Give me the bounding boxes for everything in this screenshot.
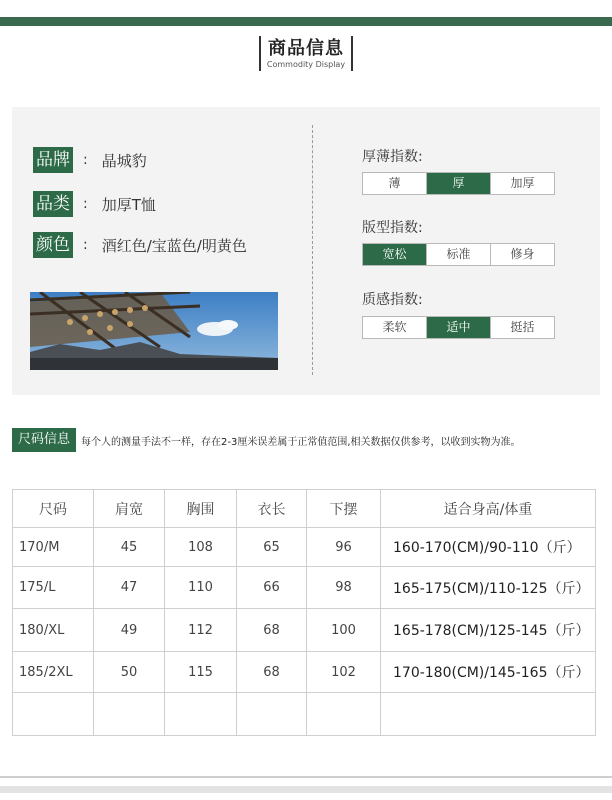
cell-fit: 170-180(CM)/145-165（斤）	[381, 652, 596, 693]
fit-index-label: 版型指数:	[362, 220, 423, 236]
page-subtitle: Commodity Display	[266, 60, 346, 69]
colon: :	[83, 237, 88, 253]
texture-option-stiff: 挺括	[490, 317, 554, 338]
table-row	[13, 567, 596, 609]
color-value: 酒红色/宝蓝色/明黄色	[101, 236, 247, 255]
header-fit: 适合身高/体重	[381, 490, 596, 528]
empty-cell	[165, 693, 237, 736]
empty-cell	[381, 693, 596, 736]
section-header	[0, 36, 612, 71]
header-chest: 胸围	[165, 490, 237, 528]
texture-index-label: 质感指数:	[362, 292, 423, 308]
thickness-option-extra-thick: 加厚	[490, 173, 554, 194]
top-accent-bar	[0, 17, 612, 26]
cell-shoulder: 50	[94, 652, 165, 693]
fit-option-loose: 宽松	[363, 244, 426, 265]
texture-index-scale	[362, 316, 555, 339]
size-table	[12, 489, 596, 736]
header-title-box	[259, 36, 353, 71]
colon: :	[83, 196, 88, 212]
empty-cell	[237, 693, 307, 736]
cell-size: 180/XL	[13, 609, 94, 652]
table-row	[13, 609, 596, 652]
fit-index-scale	[362, 243, 555, 266]
brand-value: 晶城豹	[101, 151, 147, 170]
bottom-divider	[0, 776, 612, 778]
thickness-option-thick: 厚	[426, 173, 490, 194]
color-label: 颜色	[33, 232, 73, 258]
header-hem: 下摆	[307, 490, 381, 528]
cell-length: 66	[237, 567, 307, 609]
cell-length: 68	[237, 609, 307, 652]
category-label: 品类	[33, 191, 73, 217]
fit-option-standard: 标准	[426, 244, 490, 265]
product-photo	[30, 292, 278, 370]
cell-hem: 96	[307, 528, 381, 567]
empty-cell	[94, 693, 165, 736]
cell-length: 68	[237, 652, 307, 693]
product-info-panel	[12, 107, 600, 395]
cell-chest: 112	[165, 609, 237, 652]
empty-cell	[307, 693, 381, 736]
bottom-band	[0, 786, 612, 793]
texture-option-soft: 柔软	[382, 320, 407, 334]
table-row-empty	[13, 693, 596, 736]
texture-option-medium: 适中	[426, 317, 490, 338]
cell-length: 65	[237, 528, 307, 567]
table-header-row	[13, 490, 596, 528]
table-row	[13, 528, 596, 567]
thickness-index-label: 厚薄指数:	[362, 149, 423, 165]
brand-label: 品牌	[33, 147, 73, 173]
color-row	[33, 232, 247, 258]
header-shoulder: 肩宽	[94, 490, 165, 528]
cell-fit: 165-175(CM)/110-125（斤）	[381, 567, 596, 609]
cell-shoulder: 45	[94, 528, 165, 567]
colon: :	[83, 152, 88, 168]
cell-shoulder: 47	[94, 567, 165, 609]
thickness-index-scale	[362, 172, 555, 195]
cell-hem: 102	[307, 652, 381, 693]
size-info-tag: 尺码信息	[12, 428, 76, 452]
cell-shoulder: 49	[94, 609, 165, 652]
cell-hem: 100	[307, 609, 381, 652]
cell-chest: 110	[165, 567, 237, 609]
category-row	[33, 191, 156, 217]
cell-chest: 115	[165, 652, 237, 693]
cell-fit: 160-170(CM)/90-110（斤）	[381, 528, 596, 567]
header-size: 尺码	[13, 490, 94, 528]
empty-cell	[13, 693, 94, 736]
size-info-header	[12, 428, 521, 452]
cell-hem: 98	[307, 567, 381, 609]
cell-fit: 165-178(CM)/125-145（斤）	[381, 609, 596, 652]
cell-size: 185/2XL	[13, 652, 94, 693]
header-length: 衣长	[237, 490, 307, 528]
cell-chest: 108	[165, 528, 237, 567]
thickness-option-thin: 薄	[388, 176, 401, 190]
category-value: 加厚T恤	[101, 195, 156, 214]
cell-size: 170/M	[13, 528, 94, 567]
table-row	[13, 652, 596, 693]
page-title: 商品信息	[267, 38, 344, 59]
cell-size: 175/L	[13, 567, 94, 609]
fit-option-slim: 修身	[490, 244, 554, 265]
brand-row	[33, 147, 147, 173]
dashed-divider	[312, 125, 313, 375]
size-info-note: 每个人的测量手法不一样，存在2-3厘米误差属于正常值范围,相关数据仅供参考，以收到实物为准。	[81, 436, 521, 448]
